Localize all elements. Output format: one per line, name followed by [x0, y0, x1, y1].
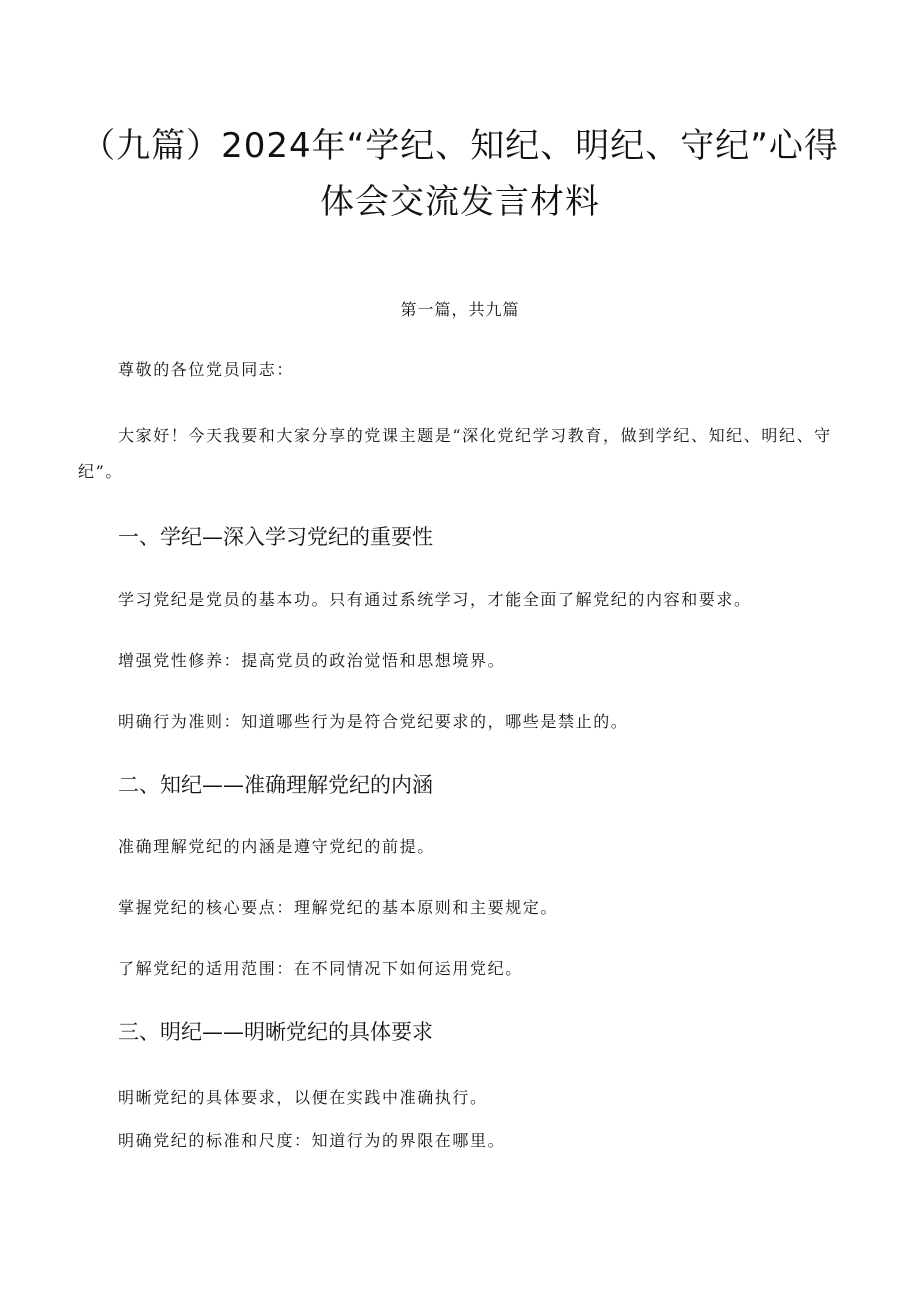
section-1-paragraph-3: 明确行为准则：知道哪些行为是符合党纪要求的，哪些是禁止的。 [118, 712, 629, 731]
title-line-2: 体会交流发言材料 [320, 182, 600, 222]
section-3-paragraph-1: 明晰党纪的具体要求，以便在实践中准确执行。 [118, 1088, 488, 1107]
title-line-1: （九篇）2024年“学纪、知纪、明纪、守纪”心得 [81, 126, 839, 166]
section-2-paragraph-2: 掌握党纪的核心要点：理解党纪的基本原则和主要规定。 [118, 898, 559, 917]
section-2-heading: 二、知纪——准确理解党纪的内涵 [118, 773, 433, 797]
salutation: 尊敬的各位党员同志： [118, 360, 295, 379]
section-3-heading: 三、明纪——明晰党纪的具体要求 [118, 1020, 433, 1044]
section-2-paragraph-3: 了解党纪的适用范围：在不同情况下如何运用党纪。 [118, 959, 523, 978]
intro-paragraph: 大家好！今天我要和大家分享的党课主题是“深化党纪学习教育，做到学纪、知纪、明纪、守纪”。 [78, 426, 832, 481]
section-3-paragraph-2: 明确党纪的标准和尺度：知道行为的界限在哪里。 [118, 1131, 506, 1150]
document-title [0, 118, 920, 230]
document-subtitle: 第一篇，共九篇 [400, 300, 520, 319]
section-1-paragraph-1: 学习党纪是党员的基本功。只有通过系统学习，才能全面了解党纪的内容和要求。 [118, 590, 752, 609]
section-1-paragraph-2: 增强党性修养：提高党员的政治觉悟和思想境界。 [118, 651, 506, 670]
section-1-heading: 一、学纪—深入学习党纪的重要性 [118, 525, 433, 549]
section-2-paragraph-1: 准确理解党纪的内涵是遵守党纪的前提。 [118, 837, 435, 856]
